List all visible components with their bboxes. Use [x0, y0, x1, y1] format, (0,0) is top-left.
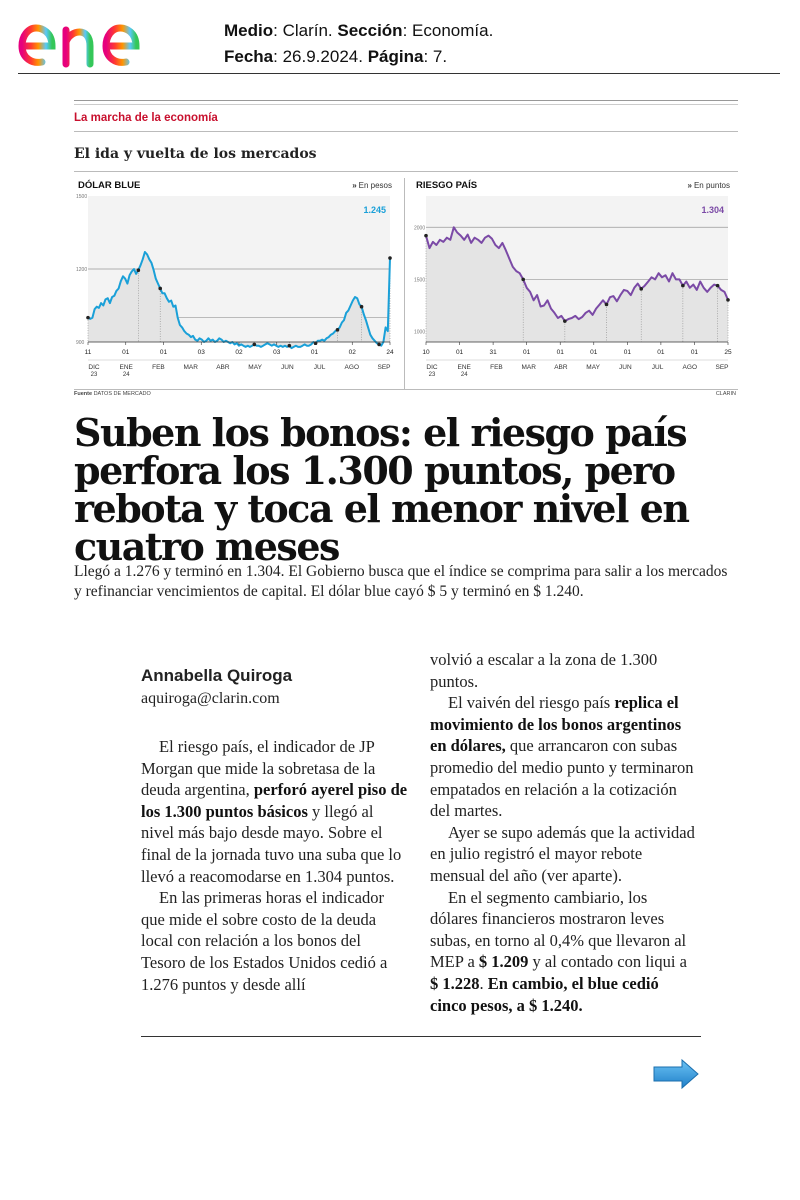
data-point-marker	[288, 344, 292, 348]
enel-logo	[18, 6, 188, 72]
data-point-marker	[605, 303, 609, 307]
fecha-value: 26.9.2024.	[282, 47, 363, 66]
last-value-label: 1.245	[363, 205, 386, 215]
data-point-marker	[86, 316, 90, 320]
pagina-label: Página	[367, 47, 424, 66]
month-label: SEP	[715, 364, 729, 371]
month-label: FEB	[152, 364, 165, 371]
source-value: DATOS DE MERCADO	[93, 391, 151, 397]
chart-top-rule	[74, 171, 738, 172]
x-tick-label: 01	[556, 349, 564, 356]
riesgo-pais-unit-text: En puntos	[693, 181, 730, 190]
article-column-right	[430, 649, 696, 1016]
chart-dolar-blue	[74, 176, 400, 390]
seccion-label: Sección	[337, 21, 403, 40]
article-end-rule	[141, 1036, 701, 1037]
x-tick-label: 31	[489, 349, 497, 356]
data-point-marker	[360, 305, 364, 309]
paragraph-2-continued: volvió a escalar a la zona de 1.300 puntos.	[430, 650, 658, 691]
fecha-label: Fecha	[224, 47, 274, 66]
article-headline: Suben los bonos: el riesgo país perfora los 1.300 puntos, pero rebota y toca el menor nivel en cuatro meses	[74, 410, 689, 569]
author-email[interactable]: aquiroga@clarin.com	[141, 690, 280, 707]
data-point-marker	[563, 319, 567, 323]
unit-arrow-icon: »	[687, 181, 692, 190]
y-tick-label: 2000	[414, 225, 426, 232]
article-deck: Llegó a 1.276 y terminó en 1.304. El Gobierno busca que el índice se comprima para salir a los mercados y refinanciar vencimientos de capital. El dólar blue cayó $ 5 y terminó en $ 1.240.	[74, 563, 728, 600]
month-label: FEB	[490, 364, 503, 371]
arrow-right-icon[interactable]	[652, 1058, 700, 1090]
paragraph-2: En las primeras horas el indicador que mide el sobre costo de la deuda local con relación a los bonos del Tesoro de los Estados Unidos cedió a 1.276 puntos y desde allí	[141, 888, 388, 994]
x-tick-label: 01	[623, 349, 631, 356]
chart-source	[74, 391, 151, 397]
paragraph-1	[141, 736, 409, 887]
section-top-rule	[74, 100, 738, 101]
x-tick-label: 01	[455, 349, 464, 356]
month-label: JUN	[619, 364, 632, 371]
y-tick-label: 1000	[414, 329, 426, 336]
p1-text-c: y llegó al nivel más bajo desde mayo. Sobre el final de la jornada tuvo una suba que lo llevó a reacomodarse en 1.304 puntos.	[141, 801, 402, 886]
x-tick-label: 24	[386, 349, 394, 356]
x-tick-label: 02	[348, 349, 356, 356]
x-tick-label: 01	[523, 349, 531, 356]
year-label: 23	[428, 372, 436, 378]
medio-label: Medio	[224, 21, 274, 40]
section-rule	[74, 131, 738, 132]
p5-text-e: .	[479, 973, 488, 993]
header-divider	[18, 73, 780, 74]
dolar-blue-plot	[74, 176, 400, 390]
p5-text-c: y al contado con liqui a	[528, 952, 687, 972]
year-label: 24	[460, 372, 468, 378]
p1-highlight: perforó ayerel piso de los 1.300 puntos básicos	[141, 780, 408, 821]
x-tick-label: 02	[235, 349, 243, 356]
data-point-marker	[639, 287, 643, 291]
month-label: AGO	[344, 364, 360, 371]
x-tick-label: 01	[690, 349, 699, 356]
month-label: MAR	[521, 364, 536, 371]
p1-text-a: El riesgo país, el indicador de JP Morgan que mide la sobretasa de la deuda argentina,	[141, 737, 376, 800]
month-label: MAR	[183, 364, 198, 371]
data-point-marker	[158, 287, 162, 291]
x-tick-label: 01	[159, 349, 168, 356]
source-label: Fuente	[74, 391, 93, 397]
data-point-marker	[424, 234, 428, 238]
month-label: ABR	[216, 364, 230, 371]
chart-credit: CLARIN	[715, 391, 736, 397]
month-label: JUL	[313, 364, 326, 371]
y-tick-label: 1500	[414, 277, 426, 284]
medio-value: Clarín.	[282, 21, 333, 40]
x-tick-label: 10	[422, 349, 430, 356]
article-column-left	[141, 736, 409, 995]
source-rule	[74, 389, 738, 390]
riesgo-pais-title: RIESGO PAÍS	[416, 180, 478, 191]
x-tick-label: 03	[197, 349, 205, 356]
chart-divider	[404, 178, 405, 390]
p5-blue-highlight: En cambio, el blue cedió cinco pesos, a $ 1.240.	[430, 973, 659, 1015]
data-point-marker	[388, 256, 392, 260]
month-label: MAY	[586, 364, 600, 371]
riesgo-pais-plot	[412, 176, 738, 390]
month-label: AGO	[682, 364, 698, 371]
month-label: DIC	[88, 364, 100, 371]
p3-text-a: El vaivén del riesgo país	[448, 693, 615, 713]
chart-heading: El ida y vuelta de los mercados	[74, 146, 317, 162]
clipping-metadata: Medio: Clarín. Sección: Economía. Fecha: 26.9.2024. Página: 7.	[224, 21, 494, 66]
dolar-blue-title: DÓLAR BLUE	[78, 180, 141, 191]
unit-arrow-icon: »	[352, 181, 357, 190]
author-name: Annabella Quiroga	[141, 666, 293, 685]
year-label: 23	[90, 372, 98, 378]
data-point-marker	[336, 328, 340, 332]
data-point-marker	[681, 284, 685, 288]
x-tick-label: 01	[657, 349, 665, 356]
p5-text-a: En el segmento cambiario, los dólares financieros mostraron leves subas, en torno al 0,4% que llevaron al MEP a	[430, 887, 687, 972]
chart-riesgo-pais	[412, 176, 738, 390]
month-label: DIC	[426, 364, 438, 371]
x-tick-label: 01	[122, 349, 130, 356]
paragraph-5	[430, 887, 696, 1017]
month-label: JUL	[651, 364, 664, 371]
data-point-marker	[137, 268, 141, 272]
month-label: MAY	[248, 364, 262, 371]
last-value-label: 1.304	[701, 205, 724, 215]
month-label: ENE	[457, 364, 471, 371]
month-label: SEP	[377, 364, 391, 371]
data-point-marker	[377, 343, 381, 347]
paragraph-4: Ayer se supo además que la actividad en julio registró el mayor rebote mensual del año (ver aparte).	[430, 822, 695, 885]
x-tick-label: 03	[273, 349, 281, 356]
data-point-marker	[521, 278, 525, 282]
dolar-blue-unit	[352, 181, 392, 190]
p5-mep-value: $ 1.209	[478, 952, 529, 972]
x-tick-label: 01	[590, 349, 598, 356]
p5-ccl-value: $ 1.228	[430, 973, 480, 993]
year-label: 24	[122, 372, 130, 378]
paragraph-3	[430, 692, 696, 822]
pagina-value: 7.	[432, 47, 448, 66]
x-tick-label: 11	[84, 349, 92, 356]
x-tick-label: 01	[310, 349, 319, 356]
month-label: ENE	[119, 364, 133, 371]
section-kicker: La marcha de la economía	[74, 112, 218, 124]
p3-text-c: que arrancaron con subas promedio del medio punto y terminaron empatados en relación a la cotización del martes.	[430, 736, 694, 821]
p3-highlight: replica el movimiento de los bonos argentinos en dólares,	[430, 693, 682, 756]
seccion-value: Economía.	[412, 21, 494, 40]
dolar-blue-unit-text: En pesos	[358, 181, 392, 190]
month-label: JUN	[281, 364, 294, 371]
month-label: ABR	[554, 364, 568, 371]
data-point-marker	[253, 343, 257, 347]
riesgo-pais-unit	[688, 181, 730, 190]
data-point-marker	[716, 284, 720, 288]
y-tick-label: 1200	[76, 267, 88, 273]
y-tick-label: 900	[76, 340, 85, 346]
data-point-marker	[726, 298, 730, 302]
x-tick-label: 25	[724, 349, 732, 356]
y-tick-label: 1500	[76, 194, 88, 200]
section-top-rule-2	[74, 104, 738, 105]
